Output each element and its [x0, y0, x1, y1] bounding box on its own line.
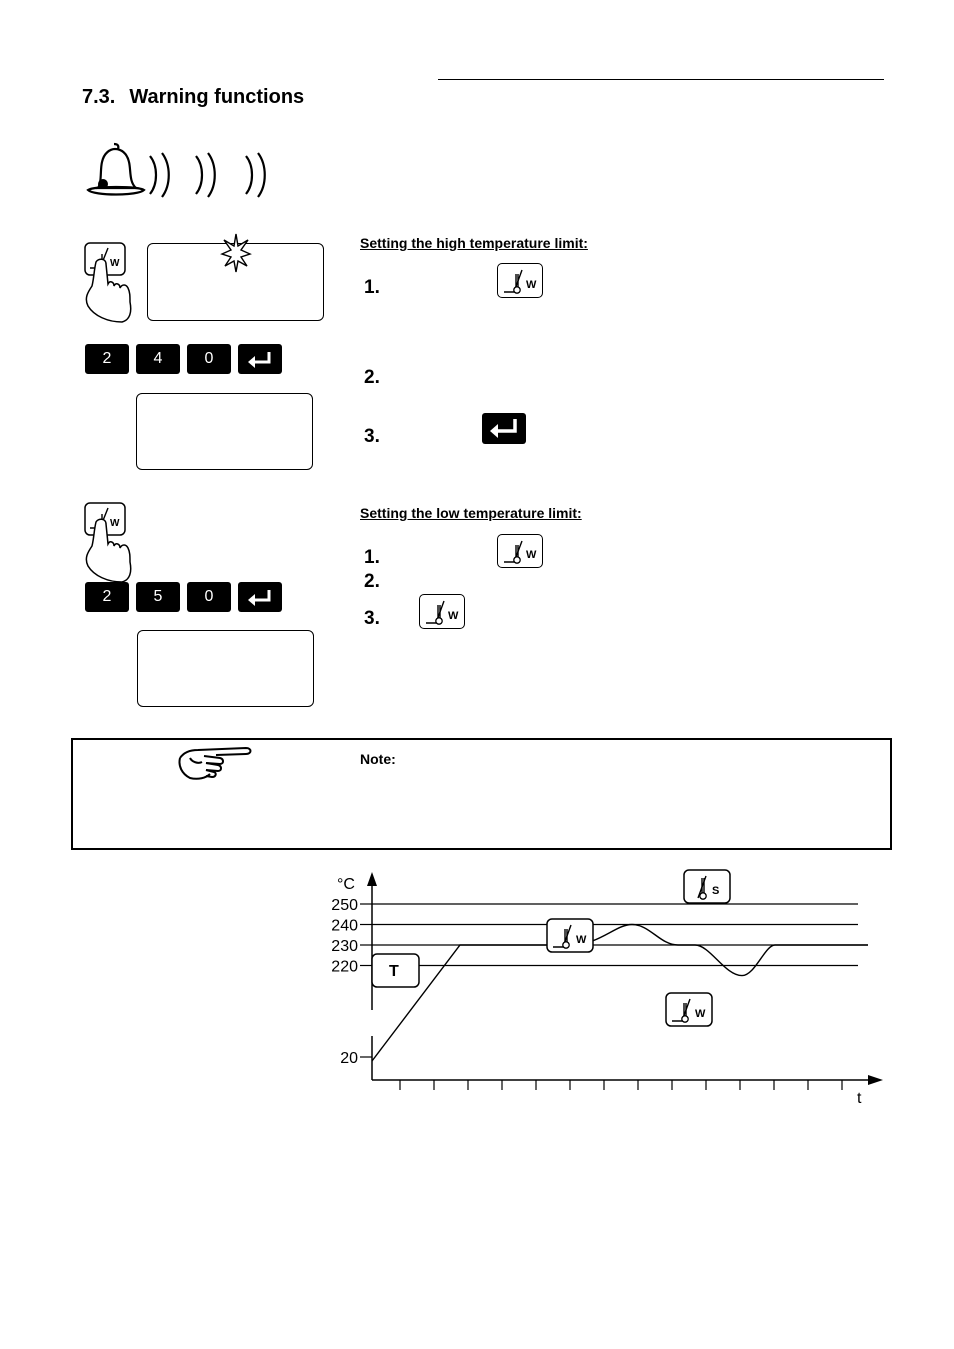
x-axis-label: t: [857, 1090, 862, 1107]
thermometer-w-low-icon[interactable]: [497, 534, 543, 568]
key-digit[interactable]: 2: [85, 344, 129, 374]
key-digit[interactable]: 0: [187, 582, 231, 612]
low-step-1: 1.: [364, 547, 380, 568]
x-axis-arrow: [868, 1075, 883, 1085]
axis-break: [366, 1010, 378, 1036]
key-digit[interactable]: 5: [136, 582, 180, 612]
svg-text:W: W: [448, 610, 459, 622]
y-tick-label: 230: [331, 938, 358, 955]
key-digit[interactable]: 0: [187, 344, 231, 374]
svg-text:W: W: [526, 279, 537, 291]
low-step-3: 3.: [364, 608, 380, 629]
high-step-3: 3.: [364, 426, 380, 447]
y-axis-arrow: [367, 872, 377, 886]
section-title-text: Warning functions: [129, 86, 305, 108]
svg-text:W: W: [110, 518, 120, 529]
header-rule: [438, 79, 884, 80]
bell-alarm-icon: [84, 140, 284, 202]
y-axis-label: °C: [337, 876, 355, 893]
high-step-2: 2.: [364, 367, 380, 388]
thermometer-s-icon: [684, 870, 730, 903]
svg-text:S: S: [712, 885, 720, 897]
thermometer-w-low-icon: [666, 993, 712, 1026]
thermometer-w-icon: [547, 919, 593, 952]
y-tick-label: 20: [340, 1050, 358, 1067]
svg-text:W: W: [695, 1008, 706, 1020]
display-high-result: [136, 393, 313, 470]
flashing-star-icon: [220, 232, 252, 274]
enter-icon: [245, 349, 275, 369]
enter-icon: [482, 413, 526, 444]
temperature-chart: [300, 862, 900, 1112]
y-tick-label: 250: [331, 897, 358, 914]
thermometer-w-icon[interactable]: [419, 594, 465, 629]
key-digit[interactable]: 4: [136, 344, 180, 374]
enter-key[interactable]: [238, 582, 282, 612]
section-number: 7.3.: [82, 86, 116, 108]
svg-text:W: W: [576, 934, 587, 946]
finger-press-warning-button: [82, 500, 138, 586]
svg-text:W: W: [110, 258, 120, 269]
high-limit-heading: Setting the high temperature limit:: [360, 235, 588, 251]
finger-press-warning-button: [82, 240, 138, 326]
enter-key-icon[interactable]: [482, 413, 526, 444]
enter-icon: [245, 587, 275, 607]
display-low-result: [137, 630, 314, 707]
setpoint-T-icon: [372, 954, 419, 987]
pointing-hand-icon: [176, 744, 254, 782]
low-step-2: 2.: [364, 571, 380, 592]
thermometer-w-icon[interactable]: [497, 263, 543, 298]
key-digit[interactable]: 2: [85, 582, 129, 612]
note-label: Note:: [360, 751, 396, 767]
svg-text:W: W: [526, 549, 537, 561]
section-title: [82, 86, 304, 109]
y-tick-label: 240: [331, 917, 358, 935]
low-limit-heading: Setting the low temperature limit:: [360, 505, 582, 521]
setpoint-label: T: [389, 963, 399, 980]
high-step-1: 1.: [364, 277, 380, 298]
y-tick-label: 220: [331, 958, 358, 976]
enter-key[interactable]: [238, 344, 282, 374]
